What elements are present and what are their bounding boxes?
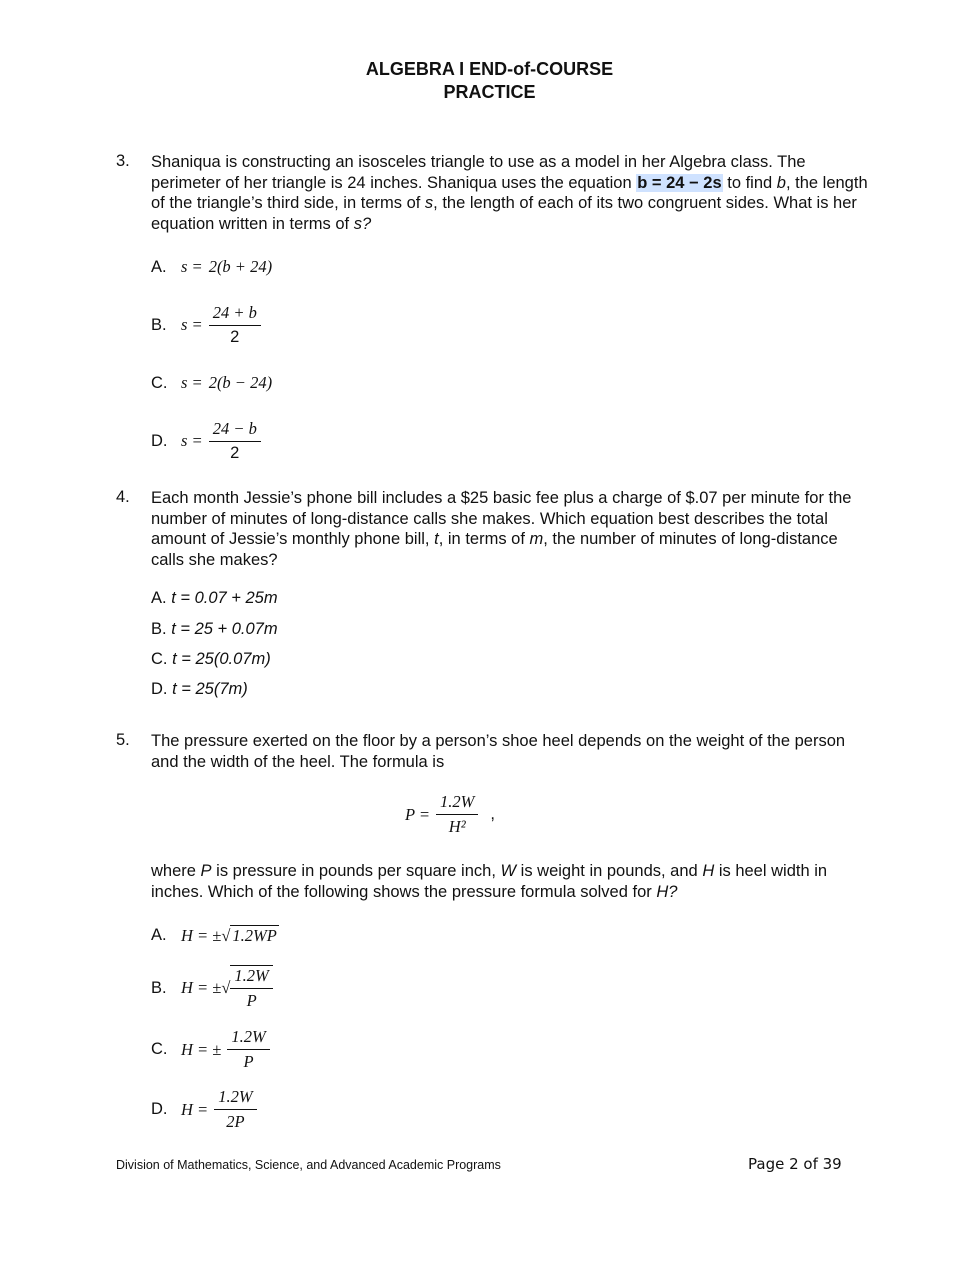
q4-option-a[interactable] xyxy=(151,589,278,608)
formula-trailing-comma: , xyxy=(490,805,496,823)
option-lhs: H = ± xyxy=(181,1039,222,1059)
option-label: B. xyxy=(151,315,167,334)
fraction-numerator: 24 + b xyxy=(209,303,261,326)
option-lhs: H = ±√ xyxy=(181,925,231,945)
q3-option-c[interactable] xyxy=(151,373,272,393)
option-expression: t = 25(0.07m) xyxy=(172,650,271,668)
option-lhs: H = xyxy=(181,1099,209,1119)
question-3-text xyxy=(151,152,871,234)
option-label: B. xyxy=(151,620,167,638)
var-b: b xyxy=(776,173,786,192)
option-label: C. xyxy=(151,373,168,392)
question-5-text: The pressure exerted on the floor by a person’s shoe heel depends on the weight of the person and the width of the heel. The formula is xyxy=(151,732,846,771)
fraction-denominator: 2 xyxy=(230,444,240,462)
var-h: H xyxy=(702,862,715,880)
footer-division: Division of Mathematics, Science, and Advanced Academic Programs xyxy=(116,1158,501,1172)
formula-lhs: P = xyxy=(405,804,431,824)
var-t: t xyxy=(434,530,439,548)
option-fraction xyxy=(214,1087,256,1132)
q4-option-b[interactable] xyxy=(151,620,278,639)
option-label: A. xyxy=(151,589,167,607)
question-3-text-b: to find xyxy=(727,173,773,192)
question-4-text-c: , the number of minutes of long-distance calls she makes? xyxy=(151,530,838,569)
option-label: A. xyxy=(151,257,167,276)
formula-fraction xyxy=(436,792,478,837)
fraction-numerator: 24 − b xyxy=(209,419,261,442)
option-label: B. xyxy=(151,978,167,997)
var-p: P xyxy=(200,862,212,880)
page-title-line1: ALGEBRA I END-of-COURSE xyxy=(365,59,614,79)
where-text-d: is heel width in inches. Which of the following shows the pressure formula solved for xyxy=(151,862,828,901)
q5-option-d[interactable] xyxy=(151,1087,257,1132)
option-lhs: H = ±√ xyxy=(181,978,231,997)
fraction-denominator: 2 xyxy=(230,328,240,346)
var-s: s xyxy=(424,194,434,212)
formula-numerator: 1.2W xyxy=(436,792,478,815)
option-lhs: s = xyxy=(181,373,203,392)
fraction-numerator: 1.2W xyxy=(227,1027,269,1050)
option-expression: 2(b + 24) xyxy=(208,257,273,276)
fraction-denominator: P xyxy=(243,1052,254,1071)
fraction-denominator: P xyxy=(246,991,257,1010)
option-label: D. xyxy=(151,431,168,450)
q4-option-d[interactable] xyxy=(151,680,248,699)
question-3-text-a: Shaniqua is constructing an isosceles triangle to use as a model in her Algebra class. The perimeter of her triangle is 24 inches. Shaniqua uses the equation xyxy=(151,153,806,192)
q5-option-a[interactable] xyxy=(151,925,279,946)
where-text-c: is weight in pounds, and xyxy=(520,862,698,880)
option-label: D. xyxy=(151,680,168,698)
var-s-question: s? xyxy=(353,214,372,233)
var-h-question: H? xyxy=(656,882,678,901)
option-expression: t = 25 + 0.07m xyxy=(171,620,278,638)
option-label: C. xyxy=(151,1040,168,1058)
option-fraction xyxy=(209,419,261,463)
q3-option-d[interactable] xyxy=(151,419,261,463)
option-fraction xyxy=(227,1027,269,1072)
question-3-text-d: , the length of each of its two congruent sides. What is her equation written in terms of xyxy=(151,194,857,233)
option-lhs: s = xyxy=(181,315,203,334)
question-5-where-text xyxy=(151,861,871,902)
formula-denominator: H² xyxy=(448,817,466,836)
question-4-number: 4. xyxy=(116,488,130,506)
option-label: D. xyxy=(151,1100,168,1118)
fraction-denominator: 2P xyxy=(226,1112,245,1131)
var-w: W xyxy=(500,862,517,880)
pressure-formula xyxy=(405,792,495,837)
fraction-numerator: 1.2W xyxy=(214,1087,256,1110)
q3-option-b[interactable] xyxy=(151,303,261,347)
q5-option-b[interactable] xyxy=(151,965,273,1011)
option-label: A. xyxy=(151,926,167,944)
where-text-b: is pressure in pounds per square inch, xyxy=(216,862,496,880)
fraction-numerator: 1.2W xyxy=(230,966,272,989)
question-5-number: 5. xyxy=(116,731,130,749)
option-radicand: 1.2WP xyxy=(232,926,277,945)
where-text-a: where xyxy=(151,862,196,880)
question-4-text xyxy=(151,488,871,570)
option-lhs: s = xyxy=(181,257,203,276)
page-title-line2: PRACTICE xyxy=(443,82,536,102)
question-4-text-b: , in terms of xyxy=(438,530,525,548)
option-expression: t = 25(7m) xyxy=(172,680,248,698)
q4-option-c[interactable] xyxy=(151,650,271,669)
option-fraction xyxy=(230,965,272,1011)
option-lhs: s = xyxy=(181,431,203,450)
question-3-text-c: , the length of the triangle’s third side, in terms of xyxy=(151,173,868,212)
option-expression: 2(b − 24) xyxy=(208,373,273,392)
q5-option-c[interactable] xyxy=(151,1027,270,1072)
option-expression: t = 0.07 + 25m xyxy=(171,589,278,607)
option-label: C. xyxy=(151,650,168,668)
question-3-number: 3. xyxy=(116,152,130,170)
equation-image: b = 24 − 2s xyxy=(637,173,722,192)
question-4-text-a: Each month Jessie’s phone bill includes a $25 basic fee plus a charge of $.07 per minute for the number of minutes of long-distance calls she makes. Which equation best describes the total amount of Jessie’s monthly phone bill, xyxy=(151,489,852,548)
q3-option-a[interactable] xyxy=(151,257,272,277)
var-m: m xyxy=(529,530,544,548)
option-fraction xyxy=(209,303,261,347)
footer-page-number: Page 2 of 39 xyxy=(748,1155,842,1173)
